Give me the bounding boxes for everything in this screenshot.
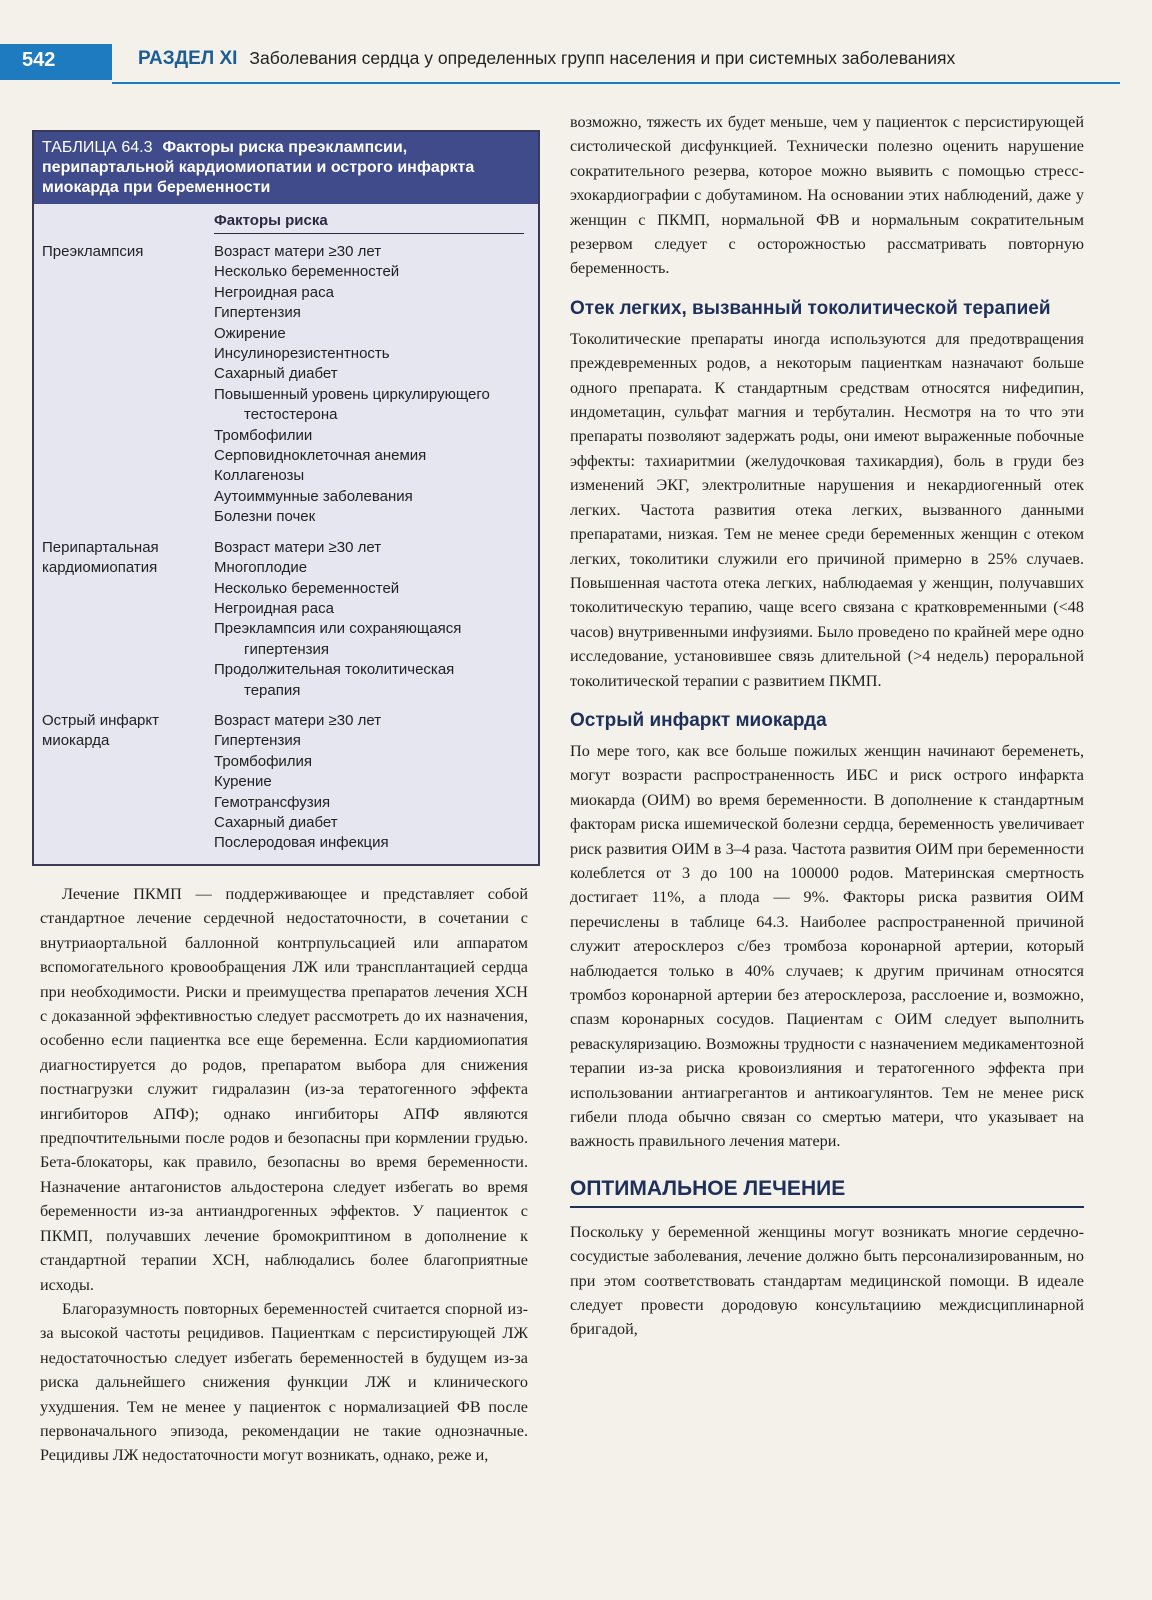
table-number: ТАБЛИЦА 64.3: [42, 139, 153, 156]
row-label: Перипартальная кардиомиопатия: [42, 538, 159, 576]
table-title: [34, 132, 538, 204]
section-label: РАЗДЕЛ XI: [138, 48, 238, 69]
row-factors: [214, 711, 528, 854]
page-number: 542: [22, 49, 56, 71]
risk-factor: Инсулинорезистентность: [214, 345, 390, 363]
paragraph: Токолитические препараты иногда используются для предотвращения преждевременных родов, а некоторым пациенткам назначают больше одного препарата. К стандартным средствам относятся нифедипин, индометацин, сульфат магния и тербуталин. Несмотря на то что эти препараты позволяют задержать роды, они имеют выраженные побочные эффекты: тахиаритмии (желудочковая тахикардия), боль в груди без изменений ЭКГ, электролитные нарушения и некардиогенный отек легких. Частота развития отека легких, вызванного данными препаратами, низкая. Тем не менее среди беременных женщин с отеком легких, токолитики служили его причиной примерно в 25% случаев. Повышенная частота отека легких, наблюдаемая у женщин, получавших токолитическую терапию, чаще всего связана с кратковременными (<48 часов) внутривенными инфузиями. Было проведено по крайней мере одно исследование, установившее связь длительной (>4 недель) пероральной токолитической терапии с развитием ПКМП.: [570, 329, 1084, 690]
risk-factor: Гипертензия: [214, 732, 301, 750]
risk-factor: Серповидноклеточная анемия: [214, 447, 427, 465]
risk-factor: Несколько беременностей: [214, 579, 400, 597]
risk-factor: Негроидная раса: [214, 599, 334, 617]
major-heading: ОПТИМАЛЬНОЕ ЛЕЧЕНИЕ: [570, 1176, 1084, 1208]
page-number-box: [0, 44, 112, 80]
table-row: [42, 711, 528, 854]
table-caption: Факторы риска преэклампсии, перипартальной кардиомиопатии и острого инфаркта миокарда при беременности: [42, 139, 475, 196]
row-label: Острый инфаркт миокарда: [42, 711, 159, 749]
risk-factor: гипертензия: [244, 640, 330, 658]
page-header: [0, 0, 1152, 88]
risk-factor: Болезни почек: [214, 508, 316, 526]
risk-factor: Негроидная раса: [214, 283, 334, 301]
row-factors: [214, 538, 528, 701]
risk-factor: Преэклампсия или сохраняющаяся: [214, 620, 462, 638]
paragraph: Благоразумность повторных беременностей считается спорной из-за высокой частоты рецидивов. Пациенткам с персистирующей ЛЖ недостаточностью следует избегать беременностей в будущем из-за риска дальнейшего снижения функции ЛЖ и клинического ухудшения. Тем не менее у пациенток с нормализацией ФВ после первоначального эпизода, рекомендации не такие однозначные. Рецидивы ЛЖ недостаточности могут возникать, однако, реже и,: [40, 1299, 528, 1465]
risk-factor: Гемотрансфузия: [214, 793, 331, 811]
section-heading: Острый инфаркт миокарда: [570, 709, 827, 731]
section-title: Заболевания сердца у определенных групп населения и при системных заболеваниях: [249, 48, 956, 68]
row-factors: [214, 242, 528, 528]
risk-factor: Сахарный диабет: [214, 813, 338, 831]
risk-factor: терапия: [244, 681, 301, 699]
risk-factor: Тромбофилии: [214, 426, 313, 444]
risk-factor: Сахарный диабет: [214, 365, 338, 383]
paragraph: По мере того, как все больше пожилых женщин начинают беременеть, могут возрасти распространенность ИБС и риск острого инфаркта миокарда (ОИМ) во время беременности. В дополнение к стандартным факторам риска ишемической болезни сердца, беременность увеличивает риск развития ОИМ в 3–4 раза. Частота развития ОИМ при беременности колеблется от 3 до 100 на 100000 родов. Материнская смертность достигает 11%, а плода — 9%. Факторы риска развития ОИМ перечислены в таблице 64.3. Наиболее распространенной причиной служит атеросклероз с/без тромбоза коронарной артерии, который наблюдается только в 40% случаев; к другим причинам относятся тромбоз коронарной артерии без атеросклероза, расслоение и, возможно, спазм коронарных сосудов. Пациентам с ОИМ следует выполнить реваскуляризацию. Возможны трудности с назначением медикаментозной терапии из-за риска кровоизлияния и тератогенного эффекта при использовании антиагрегантов и антикоагулянтов. Тем не менее риск гибели плода обычно связан со смертью матери, что указывает на важность правильного лечения матери.: [570, 741, 1084, 1151]
risk-factor: Коллагенозы: [214, 467, 305, 485]
left-column: [40, 882, 528, 1468]
risk-factor: Послеродовая инфекция: [214, 834, 389, 852]
risk-factor: Аутоиммунные заболевания: [214, 487, 413, 505]
row-label: Преэклампсия: [42, 243, 144, 260]
risk-factor: Несколько беременностей: [214, 263, 400, 281]
paragraph: возможно, тяжесть их будет меньше, чем у пациенток с персистирующей систолической дисфункцией. Технически полезно оценить нарушение сократительного резерва, которое можно выявить с помощью стресс-эхокардиографии с добутамином. На основании этих наблюдений, даже у женщин с ПКМП, нормальной ФВ и нормальным сократительным резервом следует с осторожностью рассматривать повторную беременность.: [570, 113, 1084, 278]
paragraph: Поскольку у беременной женщины могут возникать многие сердечно-сосудистые заболевания, лечение должно быть персонализированным, но при этом соответствовать стандартам медицинской помощи. В идеале следует провести дородовую консультациию междисциплинарной бригадой,: [570, 1222, 1084, 1339]
right-column: [570, 110, 1084, 1342]
risk-factor: Возраст матери ≥30 лет: [214, 711, 382, 729]
risk-factor: тестостерона: [244, 406, 338, 424]
risk-factor: Гипертензия: [214, 304, 301, 322]
running-head: [138, 48, 1118, 70]
table-body: [34, 234, 538, 854]
risk-factor: Многоплодие: [214, 559, 308, 577]
risk-factor: Повышенный уровень циркулирующего: [214, 385, 490, 403]
risk-factor: Курение: [214, 773, 272, 791]
risk-factor: Возраст матери ≥30 лет: [214, 243, 382, 260]
header-rule: [112, 82, 1120, 84]
table-column-header: Факторы риска: [214, 212, 524, 234]
table-row: [42, 538, 528, 701]
section-heading: Отек легких, вызванный токолитической терапией: [570, 297, 1051, 319]
risk-factor: Тромбофилия: [214, 752, 313, 770]
risk-factor: Ожирение: [214, 324, 286, 342]
risk-factors-table: [32, 130, 540, 866]
risk-factor: Продолжительная токолитическая: [214, 661, 455, 679]
paragraph: Лечение ПКМП — поддерживающее и представляет собой стандартное лечение сердечной недостаточности, в сочетании с внутриаортальной баллонной контрпульсацией или аппаратом вспомогательного кровообращения ЛЖ или трансплантацией сердца при необходимости. Риски и преимущества препаратов лечения ХСН с доказанной эффективностью следует рассмотреть до их назначения, особенно если пациентка все еще беременна. Если кардиомиопатия диагностируется до родов, препаратом выбора для снижения постнагрузки служит гидралазин (из-за тератогенного эффекта ингибиторов АПФ); однако ингибиторы АПФ являются предпочтительными после родов и безопасны при кормлении грудью. Бета-блокаторы, как правило, безопасны во время беременности. Назначение антагонистов альдостерона следует избегать во время беременности из-за антиандрогенных эффектов. У пациенток с ПКМП, получавших лечение бромокриптином в дополнение к стандартной терапии ХСН, наблюдались более благоприятные исходы.: [40, 885, 528, 1294]
table-row: [42, 242, 528, 528]
risk-factor: Возраст матери ≥30 лет: [214, 538, 382, 556]
